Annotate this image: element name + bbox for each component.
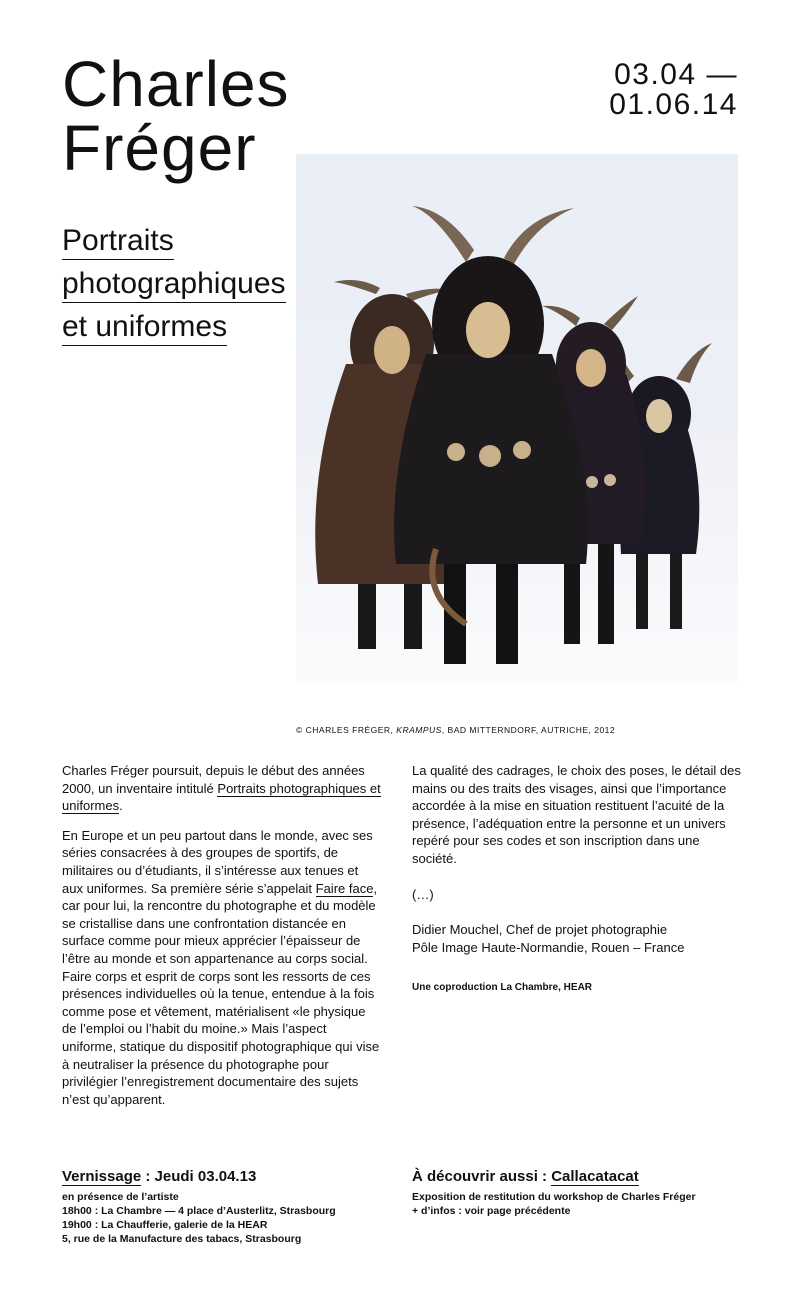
discover-heading xyxy=(412,1168,639,1185)
discover-label: À découvrir aussi : xyxy=(412,1168,552,1185)
vernissage-line: 19h00 : La Chaufferie, galerie de la HEAR xyxy=(62,1219,268,1231)
krampus-photo xyxy=(296,154,738,684)
author-credit xyxy=(412,921,742,956)
series-paragraph xyxy=(62,827,382,968)
series-text-start: En Europe et un peu partout dans le monde, avec ses séries consacrées à des groupes de sportifs, de militaires ou d’étudiants, il s’intéresse aux tenues et aux uniformes. Sa première série s’appelait xyxy=(62,827,373,896)
callacatacat-link[interactable]: Callacatacat xyxy=(551,1168,639,1185)
ellipsis: (…) xyxy=(412,886,434,902)
caption-suffix: , BAD MITTERNDORF, AUTRICHE, 2012 xyxy=(441,725,616,735)
discover-line: Exposition de restitution du workshop de Charles Fréger xyxy=(412,1191,696,1203)
vernissage-label[interactable]: Vernissage xyxy=(62,1168,142,1185)
page-title xyxy=(62,48,290,184)
exhibition-subtitle xyxy=(62,219,286,348)
krampus-illustration xyxy=(296,154,738,684)
caption-prefix: © CHARLES FRÉGER, xyxy=(296,725,397,735)
subtitle-line-2: photographiques xyxy=(62,266,286,303)
left-text-column xyxy=(62,762,382,1120)
coproduction-note: Une coproduction La Chambre, HEAR xyxy=(412,982,593,993)
title-line-1: Charles xyxy=(62,48,290,120)
intro-paragraph xyxy=(62,762,382,815)
right-text-column xyxy=(412,762,742,968)
intro-end: . xyxy=(119,798,123,814)
date-end: 01.06.14 xyxy=(609,88,738,121)
title-line-2: Fréger xyxy=(62,112,257,184)
exhibition-dates xyxy=(609,60,738,120)
vernissage-date: : Jeudi 03.04.13 xyxy=(141,1168,257,1185)
vernissage-line: en présence de l’artiste xyxy=(62,1191,179,1203)
subtitle-line-3: et uniformes xyxy=(62,309,227,346)
author-line-1: Didier Mouchel, Chef de projet photographie xyxy=(412,922,668,938)
quality-paragraph: La qualité des cadrages, le choix des poses, le détail des mains ou des traits des visages, ainsi que l’importance accordée à la mise en situation restituent l’acuité de la présence, l’adéquation entre la personne et un univers repéré pour ses codes et son inscription dans une société. xyxy=(412,763,741,866)
author-line-2: Pôle Image Haute-Normandie, Rouen – France xyxy=(412,939,685,955)
vernissage-heading xyxy=(62,1168,256,1185)
faire-face-link[interactable]: Faire face xyxy=(315,880,374,896)
date-start: 03.04 — xyxy=(614,58,738,91)
intro-text: Charles Fréger poursuit, depuis le début des années 2000, un inventaire intitulé xyxy=(62,763,365,796)
subtitle-line-1: Portraits xyxy=(62,223,174,260)
series-title-link[interactable]: Portraits photographiques et uniformes xyxy=(62,780,381,814)
discover-details xyxy=(412,1190,696,1218)
discover-line: + d’infos : voir page précédente xyxy=(412,1205,571,1217)
vernissage-line: 5, rue de la Manufacture des tabacs, Strasbourg xyxy=(62,1233,302,1245)
series-text-end: , car pour lui, la rencontre du photographe et du modèle se cristallise dans une confrontation distancée en surface comme pour mieux apprécier l’épaisseur de l’être au monde et son appartenance au corps social. xyxy=(62,880,378,966)
photo-caption xyxy=(296,725,615,735)
vernissage-details xyxy=(62,1190,336,1246)
corps-paragraph: Faire corps et esprit de corps sont les ressorts de ces présences individuelles où la tenue, entendue à la fois comme pose et vêtement, matérialisent «le physique de l’emploi ou l’habit du moine.» Mais l’aspect uniforme, statique du dispositif photographique qui vise à neutraliser la présence du photographe pour privilégier l’enregistrement documentaire des sujets n’est qu’apparent. xyxy=(62,968,380,1107)
caption-title: KRAMPUS xyxy=(396,725,442,735)
vernissage-line: 18h00 : La Chambre — 4 place d’Austerlitz, Strasbourg xyxy=(62,1205,336,1217)
